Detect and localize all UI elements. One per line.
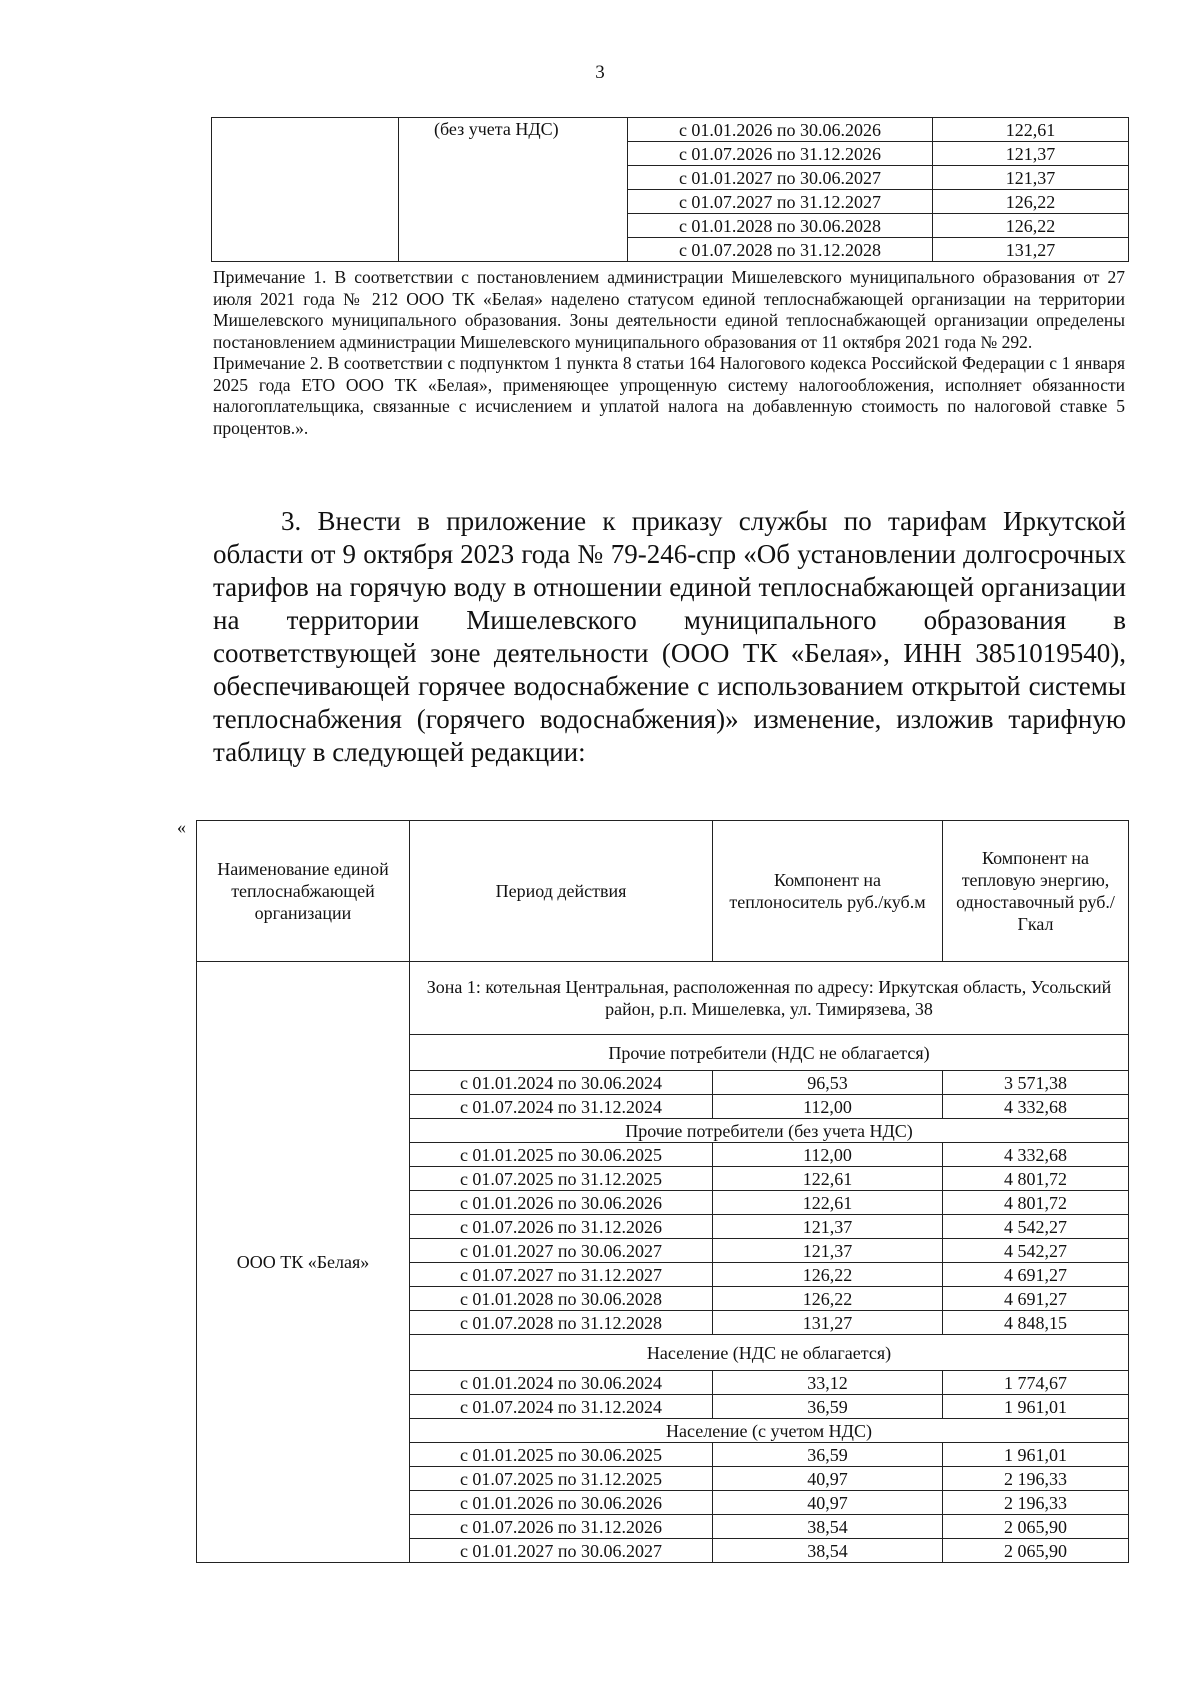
category-title: Прочие потребители (без учета НДС) bbox=[410, 1119, 1129, 1143]
note-2: Примечание 2. В соответствии с подпунктом 1 пункта 8 статьи 164 Налогового кодекса Российской Федерации с 1 января 2025 года ЕТО ООО ТК «Белая», применяющее упрощенную систему налогообложения, исполняет обязанности налогоплательщика, связанные с исчислением и уплатой налога на добавленную стоимость по налоговой ставке 5 процентов.». bbox=[213, 353, 1125, 438]
carrier-value-cell: 126,22 bbox=[713, 1263, 943, 1287]
note-1: Примечание 1. В соответствии с постановлением администрации Мишелевского муниципального образования от 27 июля 2021 года № 212 ООО ТК «Белая» наделено статусом единой теплоснабжающей организации на территории Мишелевского муниципального образования. Зоны деятельности единой теплоснабжающей организации определены постановлением администрации Мишелевского муниципального образования от 11 октября 2021 года № 292. bbox=[213, 267, 1125, 352]
carrier-value-cell: 40,97 bbox=[713, 1491, 943, 1515]
period-cell: с 01.07.2027 по 31.12.2027 bbox=[410, 1263, 713, 1287]
paragraph-3-text: 3. Внести в приложение к приказу службы по тарифам Иркутской области от 9 октября 2023 года № 79-246-спр «Об установлении долгосрочных тарифов на горячую воду в отношении единой теплоснабжающей организации на территории Мишелевского муниципального образования в соответствующей зоне деятельности (ООО ТК «Белая», ИНН 3851019540), обеспечивающей горячее водоснабжение с использованием открытой системы теплоснабжения (горячего водоснабжения)» изменение, изложив тарифную таблицу в следующей редакции: bbox=[213, 506, 1126, 767]
energy-value-cell: 1 774,67 bbox=[943, 1371, 1129, 1395]
energy-value-cell: 4 691,27 bbox=[943, 1263, 1129, 1287]
zone-row bbox=[197, 962, 1129, 1035]
period-cell: с 01.01.2025 по 30.06.2025 bbox=[410, 1143, 713, 1167]
header-org: Наименование единой теплоснабжающей организации bbox=[197, 821, 410, 962]
header-energy: Компонент на тепловую энергию, одноставочный руб./Гкал bbox=[943, 821, 1129, 962]
carrier-value-cell: 131,27 bbox=[713, 1311, 943, 1335]
header-row bbox=[197, 821, 1129, 962]
energy-value-cell: 4 848,15 bbox=[943, 1311, 1129, 1335]
carrier-value-cell: 38,54 bbox=[713, 1515, 943, 1539]
carrier-value-cell: 36,59 bbox=[713, 1395, 943, 1419]
period-cell: с 01.01.2026 по 30.06.2026 bbox=[628, 118, 933, 142]
carrier-value-cell: 121,37 bbox=[713, 1215, 943, 1239]
energy-value-cell: 1 961,01 bbox=[943, 1395, 1129, 1419]
period-cell: с 01.07.2028 по 31.12.2028 bbox=[628, 238, 933, 262]
carrier-value-cell: 33,12 bbox=[713, 1371, 943, 1395]
period-cell: с 01.07.2024 по 31.12.2024 bbox=[410, 1095, 713, 1119]
quote-open-mark: « bbox=[177, 817, 186, 837]
period-cell: с 01.07.2027 по 31.12.2027 bbox=[628, 190, 933, 214]
carrier-value-cell: 122,61 bbox=[713, 1167, 943, 1191]
value-cell: 126,22 bbox=[933, 214, 1129, 238]
page-number: 3 bbox=[595, 62, 605, 83]
period-cell: с 01.07.2025 по 31.12.2025 bbox=[410, 1167, 713, 1191]
zone-cell: Зона 1: котельная Центральная, расположенная по адресу: Иркутская область, Усольский район, р.п. Мишелевка, ул. Тимирязева, 38 bbox=[410, 962, 1129, 1035]
carrier-value-cell: 121,37 bbox=[713, 1239, 943, 1263]
period-cell: с 01.07.2026 по 31.12.2026 bbox=[410, 1215, 713, 1239]
energy-value-cell: 4 332,68 bbox=[943, 1143, 1129, 1167]
energy-value-cell: 4 691,27 bbox=[943, 1287, 1129, 1311]
header-period: Период действия bbox=[410, 821, 713, 962]
period-cell: с 01.01.2028 по 30.06.2028 bbox=[410, 1287, 713, 1311]
value-cell: 122,61 bbox=[933, 118, 1129, 142]
table-row bbox=[212, 118, 1129, 142]
paragraph-3 bbox=[213, 505, 1126, 769]
tariff-label-cell: (без учета НДС) bbox=[399, 118, 628, 262]
carrier-value-cell: 112,00 bbox=[713, 1095, 943, 1119]
energy-value-cell: 4 542,27 bbox=[943, 1215, 1129, 1239]
period-cell: с 01.01.2028 по 30.06.2028 bbox=[628, 214, 933, 238]
period-cell: с 01.01.2027 по 30.06.2027 bbox=[410, 1539, 713, 1563]
period-cell: с 01.01.2024 по 30.06.2024 bbox=[410, 1371, 713, 1395]
period-cell: с 01.01.2026 по 30.06.2026 bbox=[410, 1491, 713, 1515]
org-name-cell: ООО ТК «Белая» bbox=[197, 962, 410, 1563]
top-tariff-table bbox=[211, 117, 1129, 262]
period-cell: с 01.01.2027 по 30.06.2027 bbox=[410, 1239, 713, 1263]
energy-value-cell: 2 065,90 bbox=[943, 1539, 1129, 1563]
period-cell: с 01.07.2026 по 31.12.2026 bbox=[628, 142, 933, 166]
period-cell: с 01.07.2026 по 31.12.2026 bbox=[410, 1515, 713, 1539]
carrier-value-cell: 40,97 bbox=[713, 1467, 943, 1491]
energy-value-cell: 4 801,72 bbox=[943, 1191, 1129, 1215]
notes-block bbox=[213, 267, 1125, 439]
carrier-value-cell: 126,22 bbox=[713, 1287, 943, 1311]
period-cell: с 01.01.2025 по 30.06.2025 bbox=[410, 1443, 713, 1467]
energy-value-cell: 1 961,01 bbox=[943, 1443, 1129, 1467]
energy-value-cell: 2 196,33 bbox=[943, 1467, 1129, 1491]
period-cell: с 01.01.2024 по 30.06.2024 bbox=[410, 1071, 713, 1095]
energy-value-cell: 4 542,27 bbox=[943, 1239, 1129, 1263]
carrier-value-cell: 36,59 bbox=[713, 1443, 943, 1467]
category-title: Население (с учетом НДС) bbox=[410, 1419, 1129, 1443]
carrier-value-cell: 112,00 bbox=[713, 1143, 943, 1167]
period-cell: с 01.07.2024 по 31.12.2024 bbox=[410, 1395, 713, 1419]
value-cell: 121,37 bbox=[933, 142, 1129, 166]
hot-water-tariff-table bbox=[196, 820, 1129, 1563]
period-cell: с 01.01.2026 по 30.06.2026 bbox=[410, 1191, 713, 1215]
value-cell: 126,22 bbox=[933, 190, 1129, 214]
energy-value-cell: 4 332,68 bbox=[943, 1095, 1129, 1119]
energy-value-cell: 3 571,38 bbox=[943, 1071, 1129, 1095]
org-cell bbox=[212, 118, 399, 262]
value-cell: 121,37 bbox=[933, 166, 1129, 190]
energy-value-cell: 2 065,90 bbox=[943, 1515, 1129, 1539]
header-carrier: Компонент на теплоноситель руб./куб.м bbox=[713, 821, 943, 962]
carrier-value-cell: 122,61 bbox=[713, 1191, 943, 1215]
period-cell: с 01.01.2027 по 30.06.2027 bbox=[628, 166, 933, 190]
energy-value-cell: 2 196,33 bbox=[943, 1491, 1129, 1515]
energy-value-cell: 4 801,72 bbox=[943, 1167, 1129, 1191]
period-cell: с 01.07.2025 по 31.12.2025 bbox=[410, 1467, 713, 1491]
value-cell: 131,27 bbox=[933, 238, 1129, 262]
carrier-value-cell: 38,54 bbox=[713, 1539, 943, 1563]
category-title: Прочие потребители (НДС не облагается) bbox=[410, 1035, 1129, 1071]
period-cell: с 01.07.2028 по 31.12.2028 bbox=[410, 1311, 713, 1335]
category-title: Население (НДС не облагается) bbox=[410, 1335, 1129, 1371]
carrier-value-cell: 96,53 bbox=[713, 1071, 943, 1095]
